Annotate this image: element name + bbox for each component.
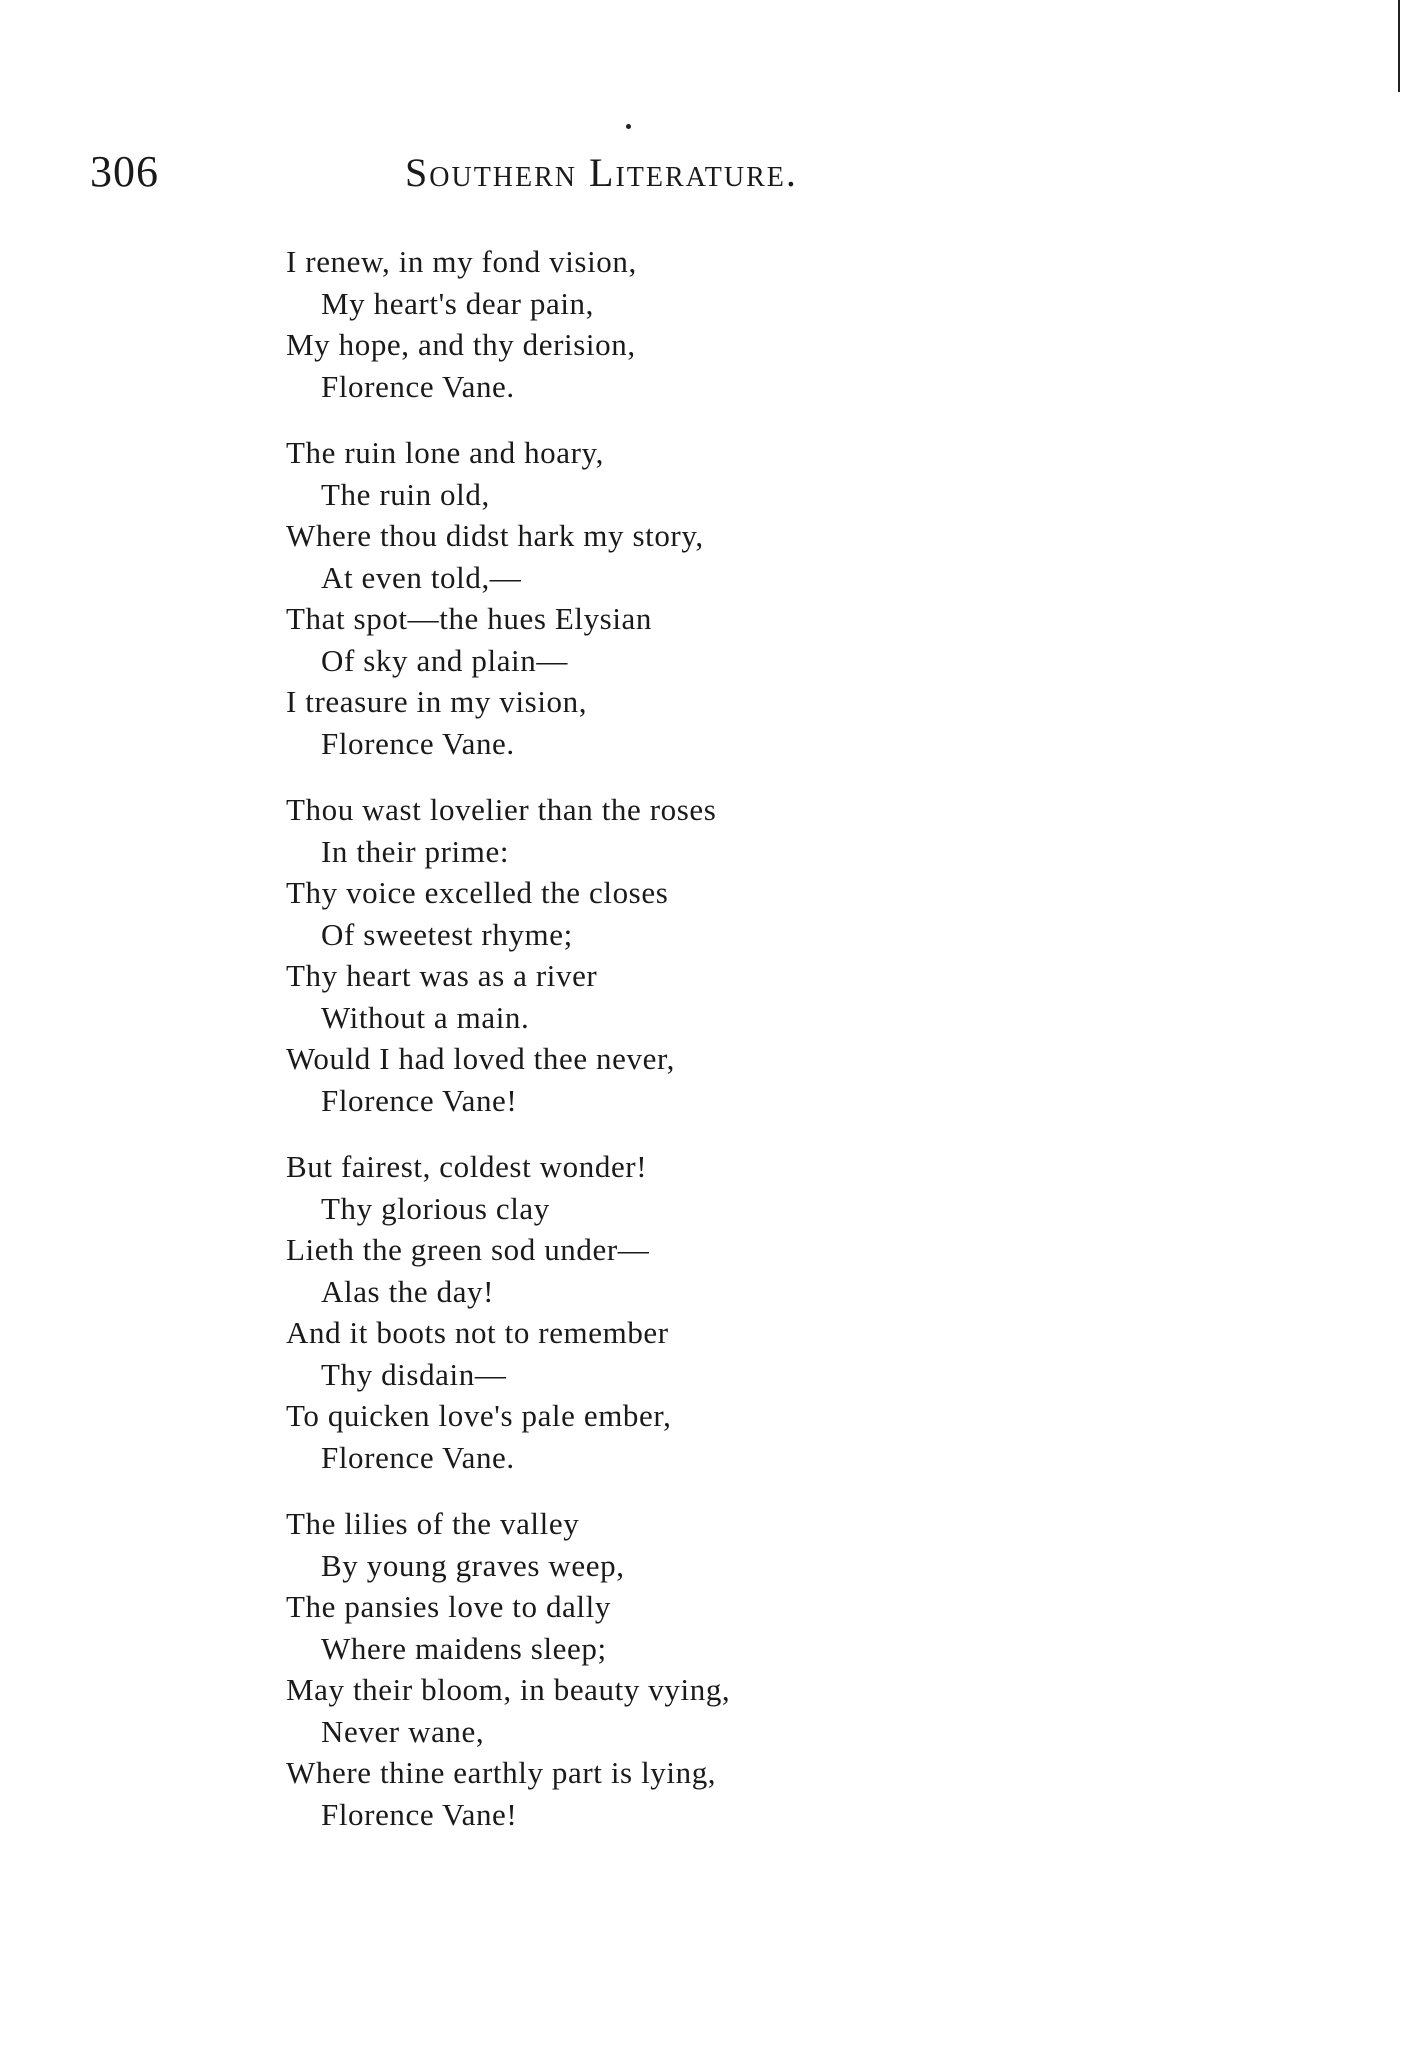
poem-line: To quicken love's pale ember, bbox=[286, 1398, 672, 1433]
stanza bbox=[286, 241, 986, 407]
poem-line: At even told,— bbox=[321, 559, 522, 595]
poem-line: By young graves weep, bbox=[321, 1547, 625, 1583]
page-number: 306 bbox=[90, 147, 159, 196]
poem-line: May their bloom, in beauty vying, bbox=[286, 1672, 731, 1707]
poem-line: Where thou didst hark my story, bbox=[286, 518, 704, 553]
poem-line: That spot—the hues Elysian bbox=[286, 601, 653, 636]
page-edge-line bbox=[1398, 0, 1400, 92]
poem-line: Alas the day! bbox=[321, 1273, 495, 1309]
poem-line: Thy voice excelled the closes bbox=[286, 875, 669, 910]
stanza bbox=[286, 789, 986, 1121]
ink-speck bbox=[626, 124, 631, 129]
running-title: Southern Literature. bbox=[405, 150, 798, 195]
stanza bbox=[286, 1146, 986, 1478]
poem-line: Thy heart was as a river bbox=[286, 958, 598, 993]
page-header bbox=[90, 146, 1090, 206]
poem-line: Without a main. bbox=[321, 999, 530, 1035]
stanza bbox=[286, 1503, 986, 1835]
poem-line: Florence Vane! bbox=[321, 1796, 518, 1832]
poem-line: Thou wast lovelier than the roses bbox=[286, 792, 717, 827]
poem-line: But fairest, coldest wonder! bbox=[286, 1149, 648, 1184]
stanza bbox=[286, 432, 986, 764]
poem-line: Would I had loved thee never, bbox=[286, 1041, 675, 1076]
poem-line: The lilies of the valley bbox=[286, 1506, 580, 1541]
poem-line: I treasure in my vision, bbox=[286, 684, 588, 719]
poem-line: The pansies love to dally bbox=[286, 1589, 611, 1624]
poem-line: Florence Vane. bbox=[321, 1439, 515, 1475]
poem-line: Where maidens sleep; bbox=[321, 1630, 607, 1666]
poem-line: I renew, in my fond vision, bbox=[286, 244, 637, 279]
poem-line: Florence Vane. bbox=[321, 725, 515, 761]
poem-body bbox=[286, 241, 986, 1860]
poem-line: The ruin old, bbox=[321, 476, 490, 512]
poem-line: Of sky and plain— bbox=[321, 642, 568, 678]
poem-line: Lieth the green sod under— bbox=[286, 1232, 650, 1267]
poem-line: The ruin lone and hoary, bbox=[286, 435, 604, 470]
poem-line: Florence Vane! bbox=[321, 1082, 518, 1118]
poem-line: My hope, and thy derision, bbox=[286, 327, 636, 362]
poem-line: Never wane, bbox=[321, 1713, 485, 1749]
poem-line: Of sweetest rhyme; bbox=[321, 916, 573, 952]
poem-line: And it boots not to remember bbox=[286, 1315, 669, 1350]
poem-line: Florence Vane. bbox=[321, 368, 515, 404]
poem-line: Thy disdain— bbox=[321, 1356, 507, 1392]
poem-line: In their prime: bbox=[321, 833, 510, 869]
poem-line: Thy glorious clay bbox=[321, 1190, 550, 1226]
poem-line: Where thine earthly part is lying, bbox=[286, 1755, 717, 1790]
poem-line: My heart's dear pain, bbox=[321, 285, 594, 321]
